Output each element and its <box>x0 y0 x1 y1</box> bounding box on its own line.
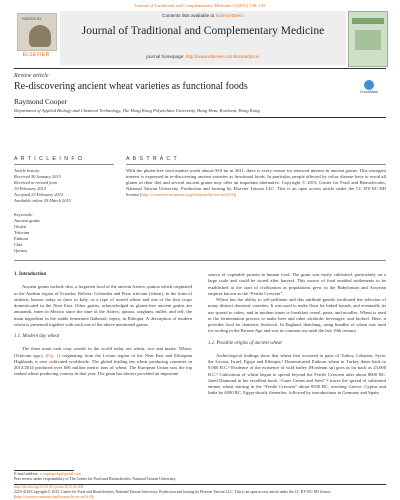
subsection-heading: 1.2. Possible origins of ancient wheat <box>208 340 282 346</box>
hosted-by-label: HOSTED BY <box>22 17 42 21</box>
cover-stripe <box>352 18 384 24</box>
paragraph-text: The three main cash crop cereals in the world today are wheat, rice and maize. Wheat, (Triticum spp.), ( <box>14 346 192 358</box>
paragraph: Wheat has the ability to self-pollinate and this attribute greatly facilitated the selection of many distinct domestic varieties. It was used to make flour for baked breads, and eventually its use spread to cakes, and in modern times to breakfast cereal, pasta, and noodles. Wheat is used in the fermentation process to make beer and other alcoholic beverages; and biofuel. Here, it provides food for domestic livestock. In England, thatching, using bundles of wheat was used for roofing in the Bronze Age and was in common use until the late 19th century. <box>208 297 386 334</box>
keyword-item: Triticum <box>14 230 30 235</box>
history-item: 10 February 2015 <box>14 186 46 191</box>
running-header[interactable]: Journal of Traditional and Complementary Medicine 5 (2015) 138–143 <box>134 3 266 8</box>
peer-review-note: Peer review under responsibility of The Center for Food and Biomolecules, National Taiwan University. <box>14 477 177 481</box>
body-right-column <box>208 272 386 397</box>
contents-line <box>60 13 346 18</box>
logo-box <box>17 13 57 51</box>
history-item: Available online 29 March 2015 <box>14 198 71 203</box>
bottom-license-link[interactable]: http://creativecommons.org/licenses/by-nc-nd/4.0/ <box>15 494 92 499</box>
bottom-end: ). <box>91 494 94 499</box>
paragraph: Archeological findings show that wheat first occurred in parts of Turkey, Lebanon, Syria, the Levant, Israel, Egypt and Ethiopia.¹ Domesticated Einkorn wheat in Turkey dates back to 9,000 B.C.² Evidence of the existence of wild barley (Hordeum sp) goes as far back as 23,000 B.C.³ Cultivation of wheat began to spread beyond the Fertile Crescent after about 8000 BC. Jared Diamond in his excellent book, “Guns Germs and Steel”,⁴ traces the spread of cultivated emmer wheat starting in the “Fertile Crescent” about 8500 BC, reaching Greece, Cyprus and India by 6500 BC, Egypt shortly thereafter, followed by introductions in Germany and Spain <box>208 352 386 396</box>
homepage-line <box>60 54 346 59</box>
keyword-item: Gluten <box>14 224 26 229</box>
masthead <box>14 11 386 65</box>
paragraph <box>14 346 192 377</box>
abstract-body <box>126 168 386 198</box>
email-link[interactable]: rcoopergroup@gmail.com <box>39 472 81 476</box>
info-rule <box>14 164 114 165</box>
spacer <box>14 204 114 212</box>
abstract-copyright: Copyright © 2015, Center for Food and Biomolecules, National Taiwan University. Production and hosting by Elsevier Taiwan LLC. This is an open access article under the CC BY-NC-ND license ( <box>126 180 386 198</box>
paragraph-text: ) originating from the Levant region of the Near East and Ethiopian Highlands is now cultivated worldwide. The global leading ten wheat producing countries in 2013/2014 produced over 606 million metric tons of wheat. The European Union was the top ranked wheat producing country in that year. The grain has always provided an important <box>14 352 192 377</box>
paragraph: source of vegetable protein in human food. The grain was easily cultivated, particularly on a large scale and could be stored after harvest. This source of food enabled settlements to be established at the start of civilization as populations grew in the Babylonian and Assyrian empires known as the “Fertile Crescent”. <box>208 272 386 296</box>
body-rule <box>14 260 386 261</box>
article-info <box>14 168 114 254</box>
issn-line <box>14 490 386 500</box>
history-label: Article history: <box>14 168 41 173</box>
bottom-copyright <box>14 485 386 499</box>
history-item: Accepted 23 February 2015 <box>14 192 64 197</box>
sciencedirect-link[interactable]: ScienceDirect <box>215 13 244 18</box>
history-item: Received in revised form <box>14 180 58 185</box>
license-link[interactable]: http://creativecommons.org/licenses/by-nc-nd/4.0/ <box>141 192 234 198</box>
keyword-item: Chia <box>14 242 23 247</box>
contents-prefix: Contents lists available at <box>162 13 216 18</box>
publisher-name: ELSEVIER <box>22 52 50 58</box>
crossmark-badge[interactable] <box>352 80 386 94</box>
footnote-rule <box>14 470 74 471</box>
figure-link[interactable]: Fig. 1 <box>47 352 59 358</box>
history-item: Received 30 January 2015 <box>14 174 61 179</box>
keyword-item: Quinoa <box>14 248 27 253</box>
crossmark-icon <box>364 80 374 90</box>
author-affiliation: Department of Applied Biology and Chemical Technology, The Hong Kong Polytechnic University, Hung Hom, Kowloon, Hong Kong <box>14 108 260 113</box>
journal-cover-thumbnail <box>348 11 388 67</box>
email-label: E-mail address: <box>14 472 40 476</box>
header-rule <box>14 68 386 69</box>
keyword-item: Ancient grains <box>14 218 40 223</box>
subsection-heading: 1.1. Modern day wheat <box>14 334 60 339</box>
article-type: Review article <box>14 73 49 79</box>
homepage-link[interactable]: http://www.elsevier.com/locate/jtcme <box>185 54 260 59</box>
keywords-label: Keywords: <box>14 212 33 217</box>
affiliation-rule <box>14 117 386 118</box>
issn-text: 2225-4110/Copyright © 2015, Center for Food and Biomolecules, National Taiwan University. Production and hosting by Elsevier Taiwan LLC. This is an open access article under the CC BY-NC-ND license ( <box>14 489 331 499</box>
article-title: Re-discovering ancient wheat varieties as functional foods <box>14 81 248 92</box>
abstract-rule <box>126 164 386 165</box>
cover-image <box>355 30 381 50</box>
crossmark-label: CrossMark <box>359 90 379 94</box>
journal-title: Journal of Traditional and Complementary Medicine <box>81 25 325 37</box>
abstract-heading: A B S T R A C T <box>126 156 178 162</box>
keyword-item: Einkorn <box>14 236 29 241</box>
section-heading: 1. Introduction <box>14 272 47 277</box>
doi-link[interactable]: http://dx.doi.org/10.1016/j.jtcme.2015.02.004 <box>14 485 84 489</box>
footnote <box>14 472 192 482</box>
paragraph: Ancient grains include chia, a forgotten food of the ancient Aztecs; quinoa which originated in the Andean region of Ecuador, Bolivia, Colombia and Peru; triticum (wheat), in the form of einkorn, known today as farro in Italy, as a type of awned wheat and one of the first crops domesticated in the Near East. Other grains, acknowledged as gluten-free ancient grains are amaranth, eaten in Mexico since the time of the Aztecs; quinoa, sorghum, millet; and teff, the main ingredient in the stable fermented flatbread, injera, in Ethiopia. A description of modern wheat is presented together with each one of the above mentioned grains. <box>14 284 192 327</box>
publisher-logo <box>14 11 58 65</box>
homepage-prefix: journal homepage: <box>146 54 186 59</box>
author-name: Raymond Cooper <box>14 97 68 106</box>
abstract-text: With the gluten-free food market worth almost $10 bn in 2011, there is every reason for renewed interest in ancient grains. This resurgent interest is expressed in re-discovering ancient varieties as functional foods. In particular, people affected by celiac disease have to avoid all gluten in their diet and several ancient grains may offer an important alternative. <box>126 168 386 186</box>
article-info-heading: A R T I C L E I N F O <box>14 156 84 162</box>
elsevier-tree-icon <box>29 25 51 47</box>
body-left-column <box>14 272 192 378</box>
copyright-end: ). <box>233 192 237 198</box>
journal-banner <box>60 11 346 65</box>
